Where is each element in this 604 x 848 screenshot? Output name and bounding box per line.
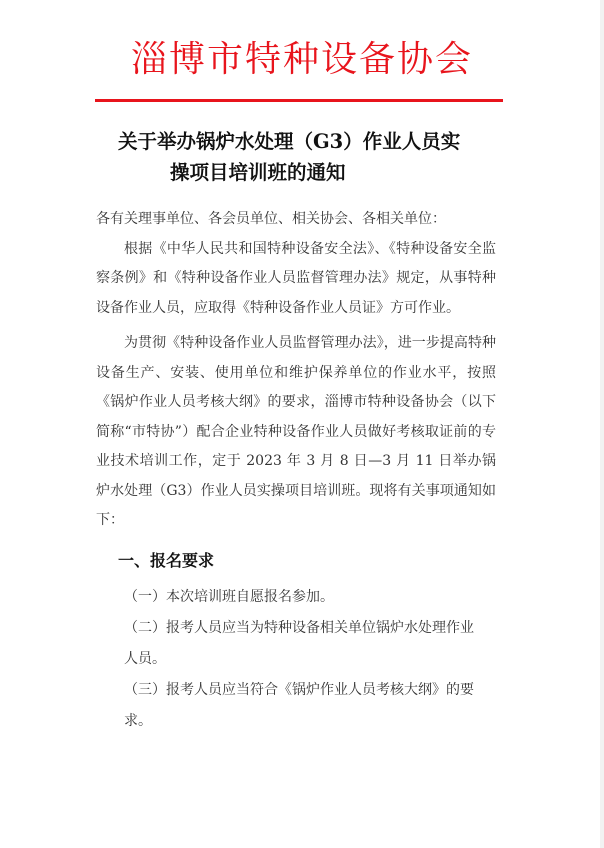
list-item-continuation: 求。 [124,712,152,729]
page-edge [600,0,604,848]
paragraph-2: 为贯彻《特种设备作业人员监督管理办法》，进一步提高特种设备生产、安装、使用单位和维护保养单位的作业水平，按照《锅炉作业人员考核大纲》的要求，淄博市特种设备协会（以下简称“市特协”）配合企业特种设备作业人员做好考核取证前的专业技术培训工作，定于 2023 年 3 月 8 日—3 月 11 日举办锅炉水处理（G3）作业人员实操项目培训班。现将有关事项通知如下： [96,335,496,528]
notice-title-line2: 操项目培训班的通知 [170,161,346,184]
notice-title [112,126,512,188]
list-item-continuation: 人员。 [124,650,166,667]
salutation: 各有关理事单位、各会员单位、相关协会、各相关单位： [96,211,446,227]
red-divider [95,99,503,102]
paragraph-1: 根据《中华人民共和国特种设备安全法》、《特种设备安全监察条例》和《特种设备作业人员监督管理办法》规定，从事特种设备作业人员，应取得《特种设备作业人员证》方可作业。 [96,240,496,316]
list-item: （二）报考人员应当为特种设备相关单位锅炉水处理作业 [124,619,474,636]
list-item: （三）报考人员应当符合《锅炉作业人员考核大纲》的要 [124,681,474,698]
section-heading: 一、报名要求 [118,550,215,570]
notice-title-line1: 关于举办锅炉水处理（G3）作业人员实 [118,130,461,153]
list-item: （一）本次培训班自愿报名参加。 [124,588,334,605]
organization-header: 淄博市特种设备协会 [130,39,473,80]
notice-body [96,205,496,737]
